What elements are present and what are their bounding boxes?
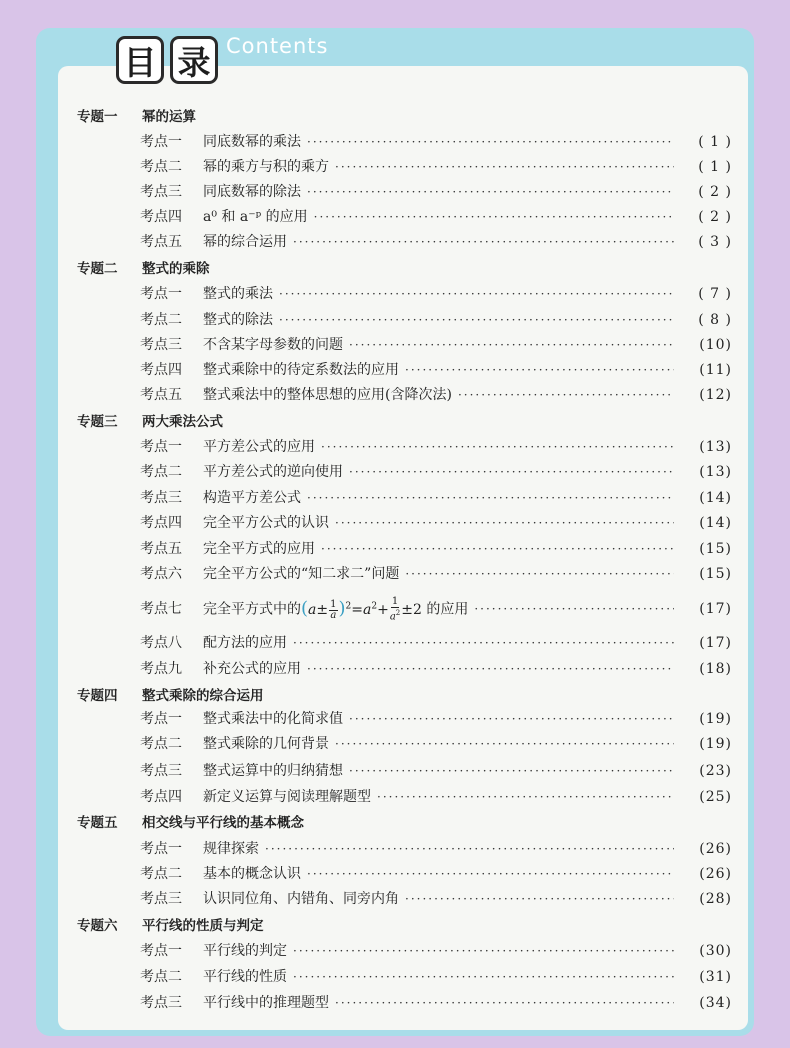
leader-dots bbox=[377, 786, 674, 808]
entry-label: 考点五 bbox=[140, 234, 182, 250]
topic-6 bbox=[77, 915, 737, 937]
entry-title: 整式乘除的几何背景 bbox=[203, 736, 329, 752]
page-number: (28) bbox=[699, 891, 732, 907]
page-number: (26) bbox=[699, 866, 732, 882]
leader-dots bbox=[405, 888, 674, 910]
toc-entry[interactable] bbox=[140, 487, 732, 509]
entry-label: 考点九 bbox=[140, 661, 182, 677]
entry-title: 完全平方公式的“知二求二”问题 bbox=[203, 566, 400, 582]
topic-5 bbox=[77, 812, 737, 834]
entry-label: 考点四 bbox=[140, 362, 182, 378]
topic-number: 专题三 bbox=[77, 414, 118, 430]
entry-label: 考点一 bbox=[140, 439, 182, 455]
toc-entry[interactable] bbox=[140, 863, 732, 885]
page-number: ( 3 ) bbox=[698, 234, 732, 250]
entry-label: 考点二 bbox=[140, 866, 182, 882]
leader-dots bbox=[314, 206, 674, 228]
entry-label: 考点四 bbox=[140, 789, 182, 805]
entry-title: 整式的乘法 bbox=[203, 286, 273, 302]
entry-label: 考点一 bbox=[140, 711, 182, 727]
topic-title: 平行线的性质与判定 bbox=[142, 918, 264, 934]
page-number: ( 1 ) bbox=[698, 159, 732, 175]
entry-label: 考点三 bbox=[140, 995, 182, 1011]
leader-dots bbox=[335, 156, 674, 178]
entry-title: 平方差公式的应用 bbox=[203, 439, 315, 455]
page-number: (23) bbox=[699, 763, 732, 779]
toc-entry[interactable] bbox=[140, 309, 732, 331]
topic-3 bbox=[77, 411, 737, 433]
toc-entry[interactable] bbox=[140, 596, 732, 622]
leader-dots bbox=[321, 538, 674, 560]
toc-entry[interactable] bbox=[140, 156, 732, 178]
leader-dots bbox=[279, 283, 674, 305]
entry-title-prefix: 完全平方式中的 bbox=[203, 602, 301, 618]
toc-entry[interactable] bbox=[140, 538, 732, 560]
leader-dots bbox=[335, 733, 674, 755]
toc-entry[interactable] bbox=[140, 181, 732, 203]
entry-label: 考点二 bbox=[140, 312, 182, 328]
toc-entry[interactable] bbox=[140, 334, 732, 356]
entry-label: 考点二 bbox=[140, 464, 182, 480]
toc-entry[interactable] bbox=[140, 131, 732, 153]
toc-entry[interactable] bbox=[140, 992, 732, 1014]
entry-title: 平行线的性质 bbox=[203, 969, 287, 985]
entry-label: 考点一 bbox=[140, 943, 182, 959]
page-number: ( 2 ) bbox=[698, 184, 732, 200]
toc-entry[interactable] bbox=[140, 563, 732, 585]
entry-title: 平行线的判定 bbox=[203, 943, 287, 959]
topic-title: 整式的乘除 bbox=[142, 261, 210, 277]
topic-1 bbox=[77, 106, 737, 128]
formula: (a± $\frac{1}{a}$ )$^2=a^2+$ $\frac{1}{a^2}$ ±2 bbox=[301, 596, 427, 623]
leader-dots bbox=[307, 658, 674, 680]
toc-entry[interactable] bbox=[140, 708, 732, 730]
entry-title: 构造平方差公式 bbox=[203, 490, 301, 506]
entry-title bbox=[203, 595, 468, 622]
toc-entry[interactable] bbox=[140, 231, 732, 253]
topic-title: 相交线与平行线的基本概念 bbox=[142, 815, 304, 831]
leader-dots bbox=[335, 512, 674, 534]
page-number: ( 2 ) bbox=[698, 209, 732, 225]
title-char-box-2: 录 bbox=[170, 36, 218, 84]
entry-label: 考点六 bbox=[140, 566, 182, 582]
leader-dots bbox=[307, 487, 674, 509]
page-number: ( 7 ) bbox=[698, 286, 732, 302]
toc-entry[interactable] bbox=[140, 940, 732, 962]
entry-label: 考点二 bbox=[140, 736, 182, 752]
entry-title: 补充公式的应用 bbox=[203, 661, 301, 677]
page-number: (15) bbox=[699, 566, 732, 582]
page-number: ( 1 ) bbox=[698, 134, 732, 150]
title-char-box-1: 目 bbox=[116, 36, 164, 84]
entry-title: a⁰ 和 a⁻ᵖ 的应用 bbox=[203, 209, 308, 225]
leader-dots bbox=[349, 461, 674, 483]
toc-entry[interactable] bbox=[140, 512, 732, 534]
topic-number: 专题六 bbox=[77, 918, 118, 934]
entry-label: 考点一 bbox=[140, 841, 182, 857]
page-number: (30) bbox=[699, 943, 732, 959]
entry-label: 考点一 bbox=[140, 134, 182, 150]
page-number: (17) bbox=[699, 635, 732, 651]
entry-title: 新定义运算与阅读理解题型 bbox=[203, 789, 371, 805]
entry-label: 考点二 bbox=[140, 969, 182, 985]
toc-entry[interactable] bbox=[140, 436, 732, 458]
leader-dots bbox=[349, 708, 674, 730]
entry-title: 整式运算中的归纳猜想 bbox=[203, 763, 343, 779]
page-number: (13) bbox=[699, 464, 732, 480]
entry-label: 考点二 bbox=[140, 159, 182, 175]
entry-title: 完全平方公式的认识 bbox=[203, 515, 329, 531]
leader-dots bbox=[293, 632, 674, 654]
entry-title: 配方法的应用 bbox=[203, 635, 287, 651]
page-number: (10) bbox=[699, 337, 732, 353]
entry-label: 考点三 bbox=[140, 490, 182, 506]
page-number: (19) bbox=[699, 711, 732, 727]
entry-label: 考点三 bbox=[140, 184, 182, 200]
leader-dots bbox=[279, 309, 674, 331]
entry-label: 考点八 bbox=[140, 635, 182, 651]
entry-title: 同底数幂的除法 bbox=[203, 184, 301, 200]
entry-title: 平行线中的推理题型 bbox=[203, 995, 329, 1011]
entry-title: 平方差公式的逆向使用 bbox=[203, 464, 343, 480]
toc-entry[interactable] bbox=[140, 632, 732, 654]
entry-label: 考点三 bbox=[140, 763, 182, 779]
entry-label: 考点一 bbox=[140, 286, 182, 302]
toc-entry[interactable] bbox=[140, 838, 732, 860]
entry-title: 规律探索 bbox=[203, 841, 259, 857]
entry-title: 整式乘法中的化简求值 bbox=[203, 711, 343, 727]
leader-dots bbox=[321, 436, 674, 458]
page-number: (18) bbox=[699, 661, 732, 677]
entry-label: 考点四 bbox=[140, 515, 182, 531]
entry-title: 幂的乘方与积的乘方 bbox=[203, 159, 329, 175]
entry-title: 整式的除法 bbox=[203, 312, 273, 328]
toc-entry[interactable] bbox=[140, 733, 732, 755]
leader-dots bbox=[405, 359, 674, 381]
leader-dots bbox=[307, 131, 674, 153]
page-number: (34) bbox=[699, 995, 732, 1011]
leader-dots bbox=[293, 231, 674, 253]
entry-label: 考点三 bbox=[140, 337, 182, 353]
page-number: (26) bbox=[699, 841, 732, 857]
toc-entry[interactable] bbox=[140, 888, 732, 910]
page-number: (12) bbox=[699, 387, 732, 403]
leader-dots bbox=[293, 940, 674, 962]
entry-label: 考点四 bbox=[140, 209, 182, 225]
entry-title: 基本的概念认识 bbox=[203, 866, 301, 882]
leader-dots bbox=[474, 598, 674, 620]
contents-subtitle: Contents bbox=[226, 34, 329, 58]
toc-entry[interactable] bbox=[140, 760, 732, 782]
page-number: (25) bbox=[699, 789, 732, 805]
toc-entry[interactable] bbox=[140, 786, 732, 808]
leader-dots bbox=[349, 760, 674, 782]
entry-label: 考点七 bbox=[140, 601, 182, 617]
entry-label: 考点五 bbox=[140, 541, 182, 557]
page-number: (15) bbox=[699, 541, 732, 557]
toc-entry[interactable] bbox=[140, 966, 732, 988]
topic-2 bbox=[77, 258, 737, 280]
leader-dots bbox=[458, 384, 674, 406]
page-number: (31) bbox=[699, 969, 732, 985]
entry-title: 整式乘除中的待定系数法的应用 bbox=[203, 362, 399, 378]
entry-label: 考点三 bbox=[140, 891, 182, 907]
leader-dots bbox=[307, 863, 674, 885]
entry-label: 考点五 bbox=[140, 387, 182, 403]
page-number: ( 8 ) bbox=[698, 312, 732, 328]
toc-entry[interactable] bbox=[140, 461, 732, 483]
toc-entry[interactable] bbox=[140, 359, 732, 381]
toc-entry[interactable] bbox=[140, 283, 732, 305]
leader-dots bbox=[349, 334, 674, 356]
topic-number: 专题四 bbox=[77, 688, 118, 704]
entry-title: 完全平方式的应用 bbox=[203, 541, 315, 557]
entry-title: 认识同位角、内错角、同旁内角 bbox=[203, 891, 399, 907]
toc-entry[interactable] bbox=[140, 206, 732, 228]
page-number: (11) bbox=[699, 362, 732, 378]
page-number: (17) bbox=[699, 601, 732, 617]
entry-title: 整式乘法中的整体思想的应用(含降次法) bbox=[203, 387, 452, 403]
topic-number: 专题二 bbox=[77, 261, 118, 277]
leader-dots bbox=[265, 838, 674, 860]
entry-title: 同底数幂的乘法 bbox=[203, 134, 301, 150]
topic-number: 专题一 bbox=[77, 109, 118, 125]
entry-title-suffix: 的应用 bbox=[426, 602, 469, 618]
toc-entry[interactable] bbox=[140, 658, 732, 680]
leader-dots bbox=[405, 563, 674, 585]
page-number: (19) bbox=[699, 736, 732, 752]
topic-number: 专题五 bbox=[77, 815, 118, 831]
topic-title: 两大乘法公式 bbox=[142, 414, 223, 430]
topic-title: 幂的运算 bbox=[142, 109, 196, 125]
leader-dots bbox=[307, 181, 674, 203]
toc-entry[interactable] bbox=[140, 384, 732, 406]
entry-title: 不含某字母参数的问题 bbox=[203, 337, 343, 353]
page-number: (14) bbox=[699, 515, 732, 531]
topic-4 bbox=[77, 685, 737, 707]
leader-dots bbox=[293, 966, 674, 988]
page-number: (14) bbox=[699, 490, 732, 506]
leader-dots bbox=[335, 992, 674, 1014]
topic-title: 整式乘除的综合运用 bbox=[142, 688, 264, 704]
page-number: (13) bbox=[699, 439, 732, 455]
entry-title: 幂的综合运用 bbox=[203, 234, 287, 250]
